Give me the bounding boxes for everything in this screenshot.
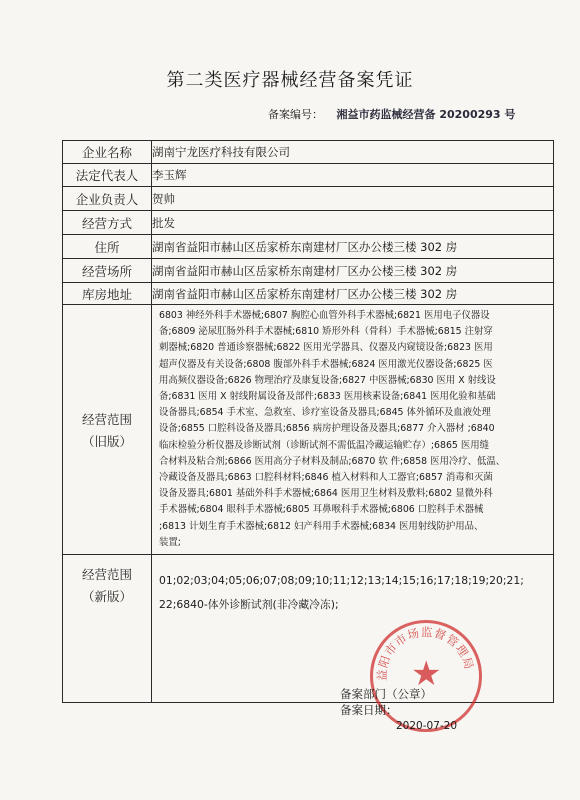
scope-old-label-line1: 经营范围 (81, 411, 132, 427)
legal-rep-label: 法定代表人 (63, 164, 152, 187)
business-mode-label: 经营方式 (63, 211, 152, 235)
table-row (63, 187, 554, 211)
table-row (63, 283, 554, 305)
table-row (63, 164, 554, 187)
residence-label: 住所 (63, 235, 152, 259)
document-title: 第二类医疗器械经营备案凭证 (166, 70, 414, 91)
company-name-value: 湖南宁龙医疗科技有限公司 (152, 141, 554, 164)
scope-new-label-line2: （新版） (81, 589, 132, 605)
legal-rep-value: 李玉辉 (152, 164, 554, 187)
scope-old-label (63, 305, 152, 555)
table-row (63, 211, 554, 235)
scope-new-label-line1: 经营范围 (81, 567, 132, 583)
info-table (62, 140, 554, 703)
residence-value: 湖南省益阳市赫山区岳家桥东南建材厂区办公楼三楼 302 房 (152, 235, 554, 259)
filing-date-label: 备案日期： (340, 703, 398, 717)
scope-new-line2: 22;6840-体外诊断试剂(非冷藏冷冻); (159, 598, 339, 612)
table-row (63, 141, 554, 164)
premises-value: 湖南省益阳市赫山区岳家桥东南建材厂区办公楼三楼 302 房 (152, 259, 554, 283)
warehouse-label: 库房地址 (63, 283, 152, 305)
seal-star-icon: ★ (411, 654, 442, 694)
record-number (268, 106, 515, 122)
filing-department: 备案部门（公章） (340, 687, 432, 701)
table-row (63, 305, 554, 555)
table-row (63, 259, 554, 283)
warehouse-value: 湖南省益阳市赫山区岳家桥东南建材厂区办公楼三楼 302 房 (152, 283, 554, 305)
scope-old-text: 6803 神经外科手术器械;6807 胸腔心血管外科手术器械;6821 医用电子仪器设 备;6809 泌尿肛肠外科手术器械;6810 矫形外科（骨科）手术器械;6815 注射穿 刺器械;6820 普通诊察器械;6822 医用光学器具、仪器及内窥镜设备;6823 医用 超声仪器及有关设备;6808 腹部外科手术器械;6824 医用激光仪器设备;6825 医 用高频仪器设备;6826 物理治疗及康复设备;6827 中医器械;6830 医用 X 射线设 备;6831 医用 X 射线附属设备及部件;6833 医用核素设备;6841 医用化验和基础 设备器具;6854 手术室、急救室、诊疗室设备及器具;6845 体外循环及血液处理 设备;6855 口腔科设备及器具;6856 病房护理设备及器具;6877 介入器材 ;6840 临床检验分析仪器及诊断试剂（诊断试剂不需低温冷藏运输贮存）;6865 医用缝 合材料及粘合剂;6866 医用高分子材料及制品;6870 软 件;6858 医用冷疗、低温、 冷藏设备及器具;6863 口腔科材料;6846 植入材料和人工器官;6857 消毒和灭菌 设备及器具;6801 基础外科手术器械;6864 医用卫生材料及敷料;6802 显微外科 手术器械;6804 眼科手术器械;6805 耳鼻喉科手术器械;6806 口腔科手术器械 ;6813 计划生育手术器械;6812 妇产科用手术器械;6834 医用射线防护用品、 装置; (159, 310, 506, 548)
scope-old-value (152, 305, 554, 555)
scope-new-line1: 01;02;03;04;05;06;07;08;09;10;11;12;13;14;15;16;17;18;19;20;21; (159, 574, 524, 588)
company-name-label: 企业名称 (63, 141, 152, 164)
scope-new-label (63, 555, 152, 703)
principal-value: 贺帅 (152, 187, 554, 211)
premises-label: 经营场所 (63, 259, 152, 283)
stamp-block (340, 686, 457, 734)
scope-new-value (152, 555, 554, 703)
record-number-value: 湘益市药监械经营备 20200293 号 (336, 108, 516, 121)
seal-ring-label: 益阳市市场监督管理局 (374, 624, 477, 682)
business-mode-value: 批发 (152, 211, 554, 235)
table-row (63, 235, 554, 259)
scope-old-label-line2: （旧版） (81, 433, 132, 449)
principal-label: 企业负责人 (63, 187, 152, 211)
filing-date-value: 2020-07-20 (396, 720, 458, 732)
record-number-label: 备案编号： (268, 108, 323, 121)
